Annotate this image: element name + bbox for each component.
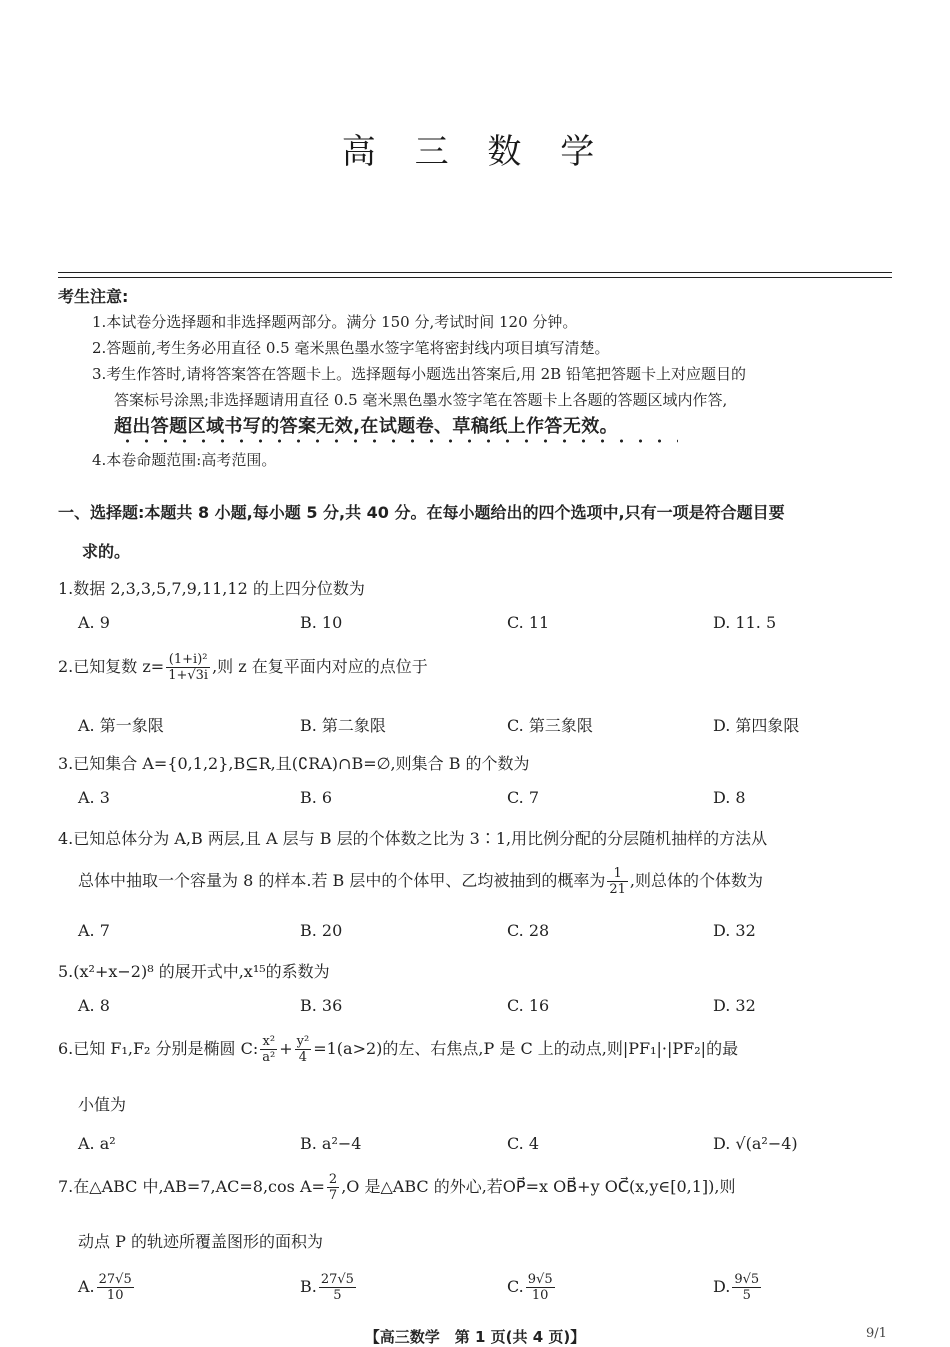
q2-option-c: C. 第三象限 xyxy=(507,716,593,735)
question-4-line-1: 4.已知总体分为 A,B 两层,且 A 层与 B 层的个体数之比为 3∶1,用比例分配的分层随机抽样的方法从 xyxy=(58,829,768,848)
q7-a-label: A. xyxy=(78,1277,95,1296)
q7-d-label: D. xyxy=(713,1277,731,1296)
q7-b-den: 5 xyxy=(333,1288,342,1303)
q7-d-fraction xyxy=(732,1272,761,1303)
q1-option-b: B. 10 xyxy=(300,613,343,632)
q2-stem-pre: 2.已知复数 z= xyxy=(58,657,165,676)
note-3-line-1: 3.考生作答时,请将答案答在答题卡上。选择题每小题选出答案后,用 2B 铅笔把答题卡上对应题目的 xyxy=(92,365,746,383)
q6-option-a: A. a² xyxy=(78,1134,116,1153)
q1-option-a: A. 9 xyxy=(78,613,110,632)
q4-option-a: A. 7 xyxy=(78,921,110,940)
q2-fraction xyxy=(166,652,210,683)
q2-numerator: (1+i)² xyxy=(166,652,210,668)
q7-b-fraction xyxy=(319,1272,356,1303)
note-4: 4.本卷命题范围:高考范围。 xyxy=(92,451,277,469)
q4-option-c: C. 28 xyxy=(507,921,550,940)
q7-c-label: C. xyxy=(507,1277,524,1296)
q4-line2-post: ,则总体的个体数为 xyxy=(629,871,764,890)
question-3-stem: 3.已知集合 A={0,1,2},B⊆R,且(∁RA)∩B=∅,则集合 B 的个数为 xyxy=(58,754,530,773)
q7-denominator: 7 xyxy=(328,1188,338,1203)
q3-option-b: B. 6 xyxy=(300,788,333,807)
question-6-line-2: 小值为 xyxy=(78,1095,127,1114)
note-2: 2.答题前,考生务必用直径 0.5 毫米黑色墨水签字笔将密封线内项目填写清楚。 xyxy=(92,339,610,357)
q3-option-d: D. 8 xyxy=(713,788,746,807)
q7-b-label: B. xyxy=(300,1277,317,1296)
q4-option-b: B. 20 xyxy=(300,921,343,940)
section-heading-line-1: 一、选择题:本题共 8 小题,每小题 5 分,共 40 分。在每小题给出的四个选项中,只有一项是符合题目要 xyxy=(58,503,785,522)
q2-option-a: A. 第一象限 xyxy=(78,716,164,735)
question-4-line-2 xyxy=(78,866,763,897)
q7-a-num: 27√5 xyxy=(98,1272,132,1287)
divider-thin xyxy=(58,277,892,278)
question-6-line-1 xyxy=(58,1034,738,1065)
q5-option-d: D. 32 xyxy=(713,996,756,1015)
page-code: 9/1 xyxy=(866,1326,887,1341)
note-1: 1.本试卷分选择题和非选择题两部分。满分 150 分,考试时间 120 分钟。 xyxy=(92,313,578,331)
q7-d-num: 9√5 xyxy=(734,1272,760,1287)
q4-numerator: 1 xyxy=(607,866,628,882)
emphasis-dots xyxy=(118,438,678,444)
q6-option-d: D. √(a²−4) xyxy=(713,1134,798,1153)
q7-c-num: 9√5 xyxy=(527,1272,553,1287)
notes-heading: 考生注意: xyxy=(58,287,129,306)
q6-option-b: B. a²−4 xyxy=(300,1134,362,1153)
q6-num-1: x² xyxy=(260,1034,277,1050)
q2-option-d: D. 第四象限 xyxy=(713,716,800,735)
q1-option-c: C. 11 xyxy=(507,613,550,632)
q5-option-c: C. 16 xyxy=(507,996,550,1015)
q7-option-b xyxy=(300,1272,358,1303)
divider-thick xyxy=(58,272,892,273)
q4-denominator: 21 xyxy=(609,882,626,897)
q6-num-2: y² xyxy=(296,1034,310,1049)
q6-den-2: 4 xyxy=(298,1050,308,1065)
q3-option-a: A. 3 xyxy=(78,788,110,807)
q6-option-c: C. 4 xyxy=(507,1134,540,1153)
q4-fraction xyxy=(607,866,628,897)
q2-stem-post: ,则 z 在复平面内对应的点位于 xyxy=(212,657,428,676)
q7-post: ,O 是△ABC 的外心,若OP⃗=x OB⃗+y OC⃗(x,y∈[0,1]),则 xyxy=(341,1177,736,1196)
q7-option-d xyxy=(713,1272,763,1303)
question-7-line-2: 动点 P 的轨迹所覆盖图形的面积为 xyxy=(78,1232,323,1251)
q6-pre: 6.已知 F₁,F₂ 分别是椭圆 C: xyxy=(58,1039,259,1058)
q6-fraction-y xyxy=(295,1034,312,1065)
q6-plus: + xyxy=(279,1039,293,1058)
q7-pre: 7.在△ABC 中,AB=7,AC=8,cos A= xyxy=(58,1177,325,1196)
q7-d-den: 5 xyxy=(742,1288,751,1303)
section-heading-line-2: 求的。 xyxy=(82,542,131,561)
page-footer: 【高三数学 第 1 页(共 4 页)】 xyxy=(364,1328,586,1346)
q7-a-den: 10 xyxy=(106,1288,124,1303)
q7-option-c xyxy=(507,1272,557,1303)
q7-c-fraction xyxy=(526,1272,555,1303)
question-7-line-1 xyxy=(58,1172,736,1203)
q7-a-fraction xyxy=(97,1272,134,1303)
question-5-stem: 5.(x²+x−2)⁸ 的展开式中,x¹⁵的系数为 xyxy=(58,962,330,981)
q4-line2-pre: 总体中抽取一个容量为 8 的样本.若 B 层中的个体甲、乙均被抽到的概率为 xyxy=(78,871,606,890)
note-3-line-2: 答案标号涂黑;非选择题请用直径 0.5 毫米黑色墨水签字笔在答题卡上各题的答题区域内作答, xyxy=(114,391,728,409)
q3-option-c: C. 7 xyxy=(507,788,540,807)
q7-numerator: 2 xyxy=(328,1172,338,1187)
q6-den-1: a² xyxy=(262,1050,276,1065)
q7-fraction xyxy=(327,1172,339,1203)
q6-post: =1(a>2)的左、右焦点,P 是 C 上的动点,则|PF₁|·|PF₂|的最 xyxy=(313,1039,739,1058)
q7-c-den: 10 xyxy=(531,1288,549,1303)
q1-option-d: D. 11. 5 xyxy=(713,613,777,632)
q2-option-b: B. 第二象限 xyxy=(300,716,386,735)
question-1-stem: 1.数据 2,3,3,5,7,9,11,12 的上四分位数为 xyxy=(58,579,365,598)
page-title: 高 三 数 学 xyxy=(341,132,609,172)
q7-option-a xyxy=(78,1272,136,1303)
q6-fraction-x xyxy=(260,1034,277,1065)
q5-option-b: B. 36 xyxy=(300,996,343,1015)
q5-option-a: A. 8 xyxy=(78,996,110,1015)
q2-denominator: 1+√3i xyxy=(168,668,209,683)
q7-b-num: 27√5 xyxy=(320,1272,354,1287)
question-2-stem xyxy=(58,652,428,683)
note-3-emphasis: 超出答题区域书写的答案无效,在试题卷、草稿纸上作答无效。 xyxy=(114,416,619,437)
q4-option-d: D. 32 xyxy=(713,921,756,940)
